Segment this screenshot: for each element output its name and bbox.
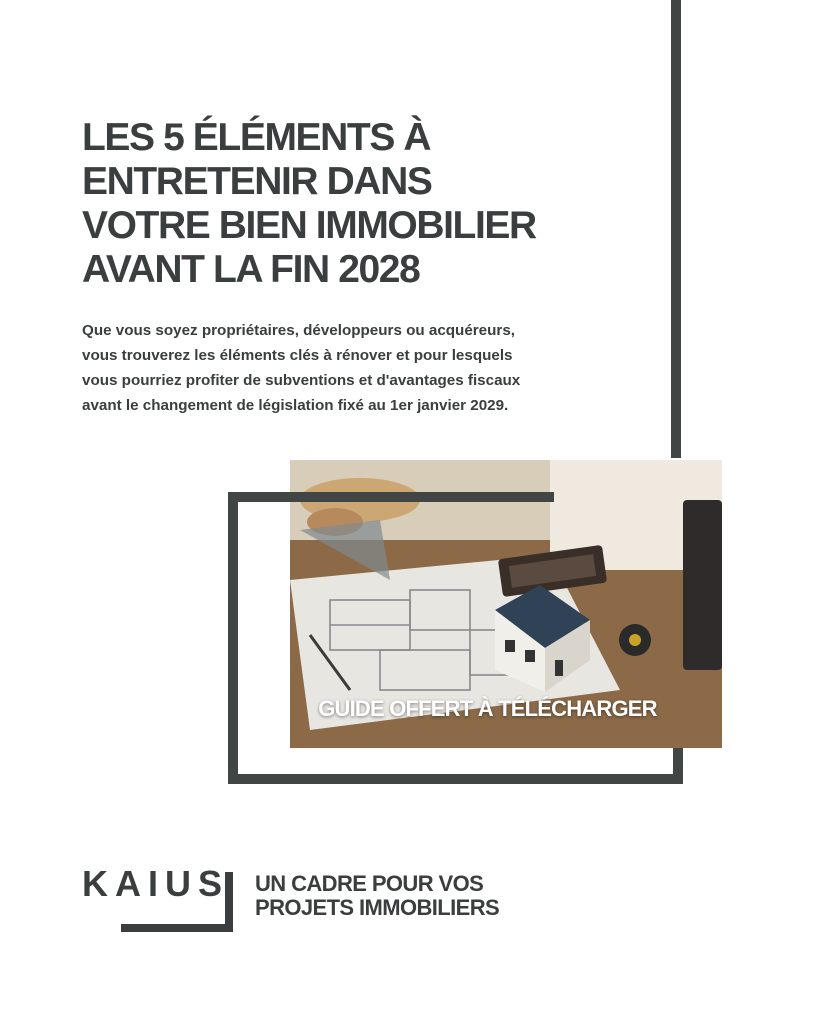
download-guide-caption[interactable]: GUIDE OFFERT À TÉLÉCHARGER xyxy=(318,696,657,721)
intro-line-3: vous pourriez profiter de subventions et d'avantages fiscaux xyxy=(82,372,521,389)
title-line-1: LES 5 ÉLÉMENTS À xyxy=(82,116,431,159)
intro-line-1: Que vous soyez propriétaires, développeurs ou acquéreurs, xyxy=(82,322,515,339)
intro-line-4: avant le changement de législation fixé au 1er janvier 2029. xyxy=(82,397,509,414)
intro-line-2: vous trouverez les éléments clés à rénover et pour lesquels xyxy=(82,347,513,364)
tagline xyxy=(255,872,499,920)
tagline-line-2: PROJETS IMMOBILIERS xyxy=(255,895,500,920)
kaius-logo xyxy=(82,864,242,944)
title-line-2: ENTRETENIR DANS xyxy=(82,160,432,203)
vertical-accent-line xyxy=(671,0,681,458)
title-line-3: VOTRE BIEN IMMOBILIER xyxy=(82,204,536,247)
tagline-line-1: UN CADRE POUR VOS xyxy=(255,871,484,896)
title-line-4: AVANT LA FIN 2028 xyxy=(82,248,420,291)
page-title xyxy=(82,116,642,292)
intro-paragraph xyxy=(82,318,642,418)
logo-text: KAIUS xyxy=(82,863,230,904)
photo-frame-top-bar xyxy=(228,492,554,502)
